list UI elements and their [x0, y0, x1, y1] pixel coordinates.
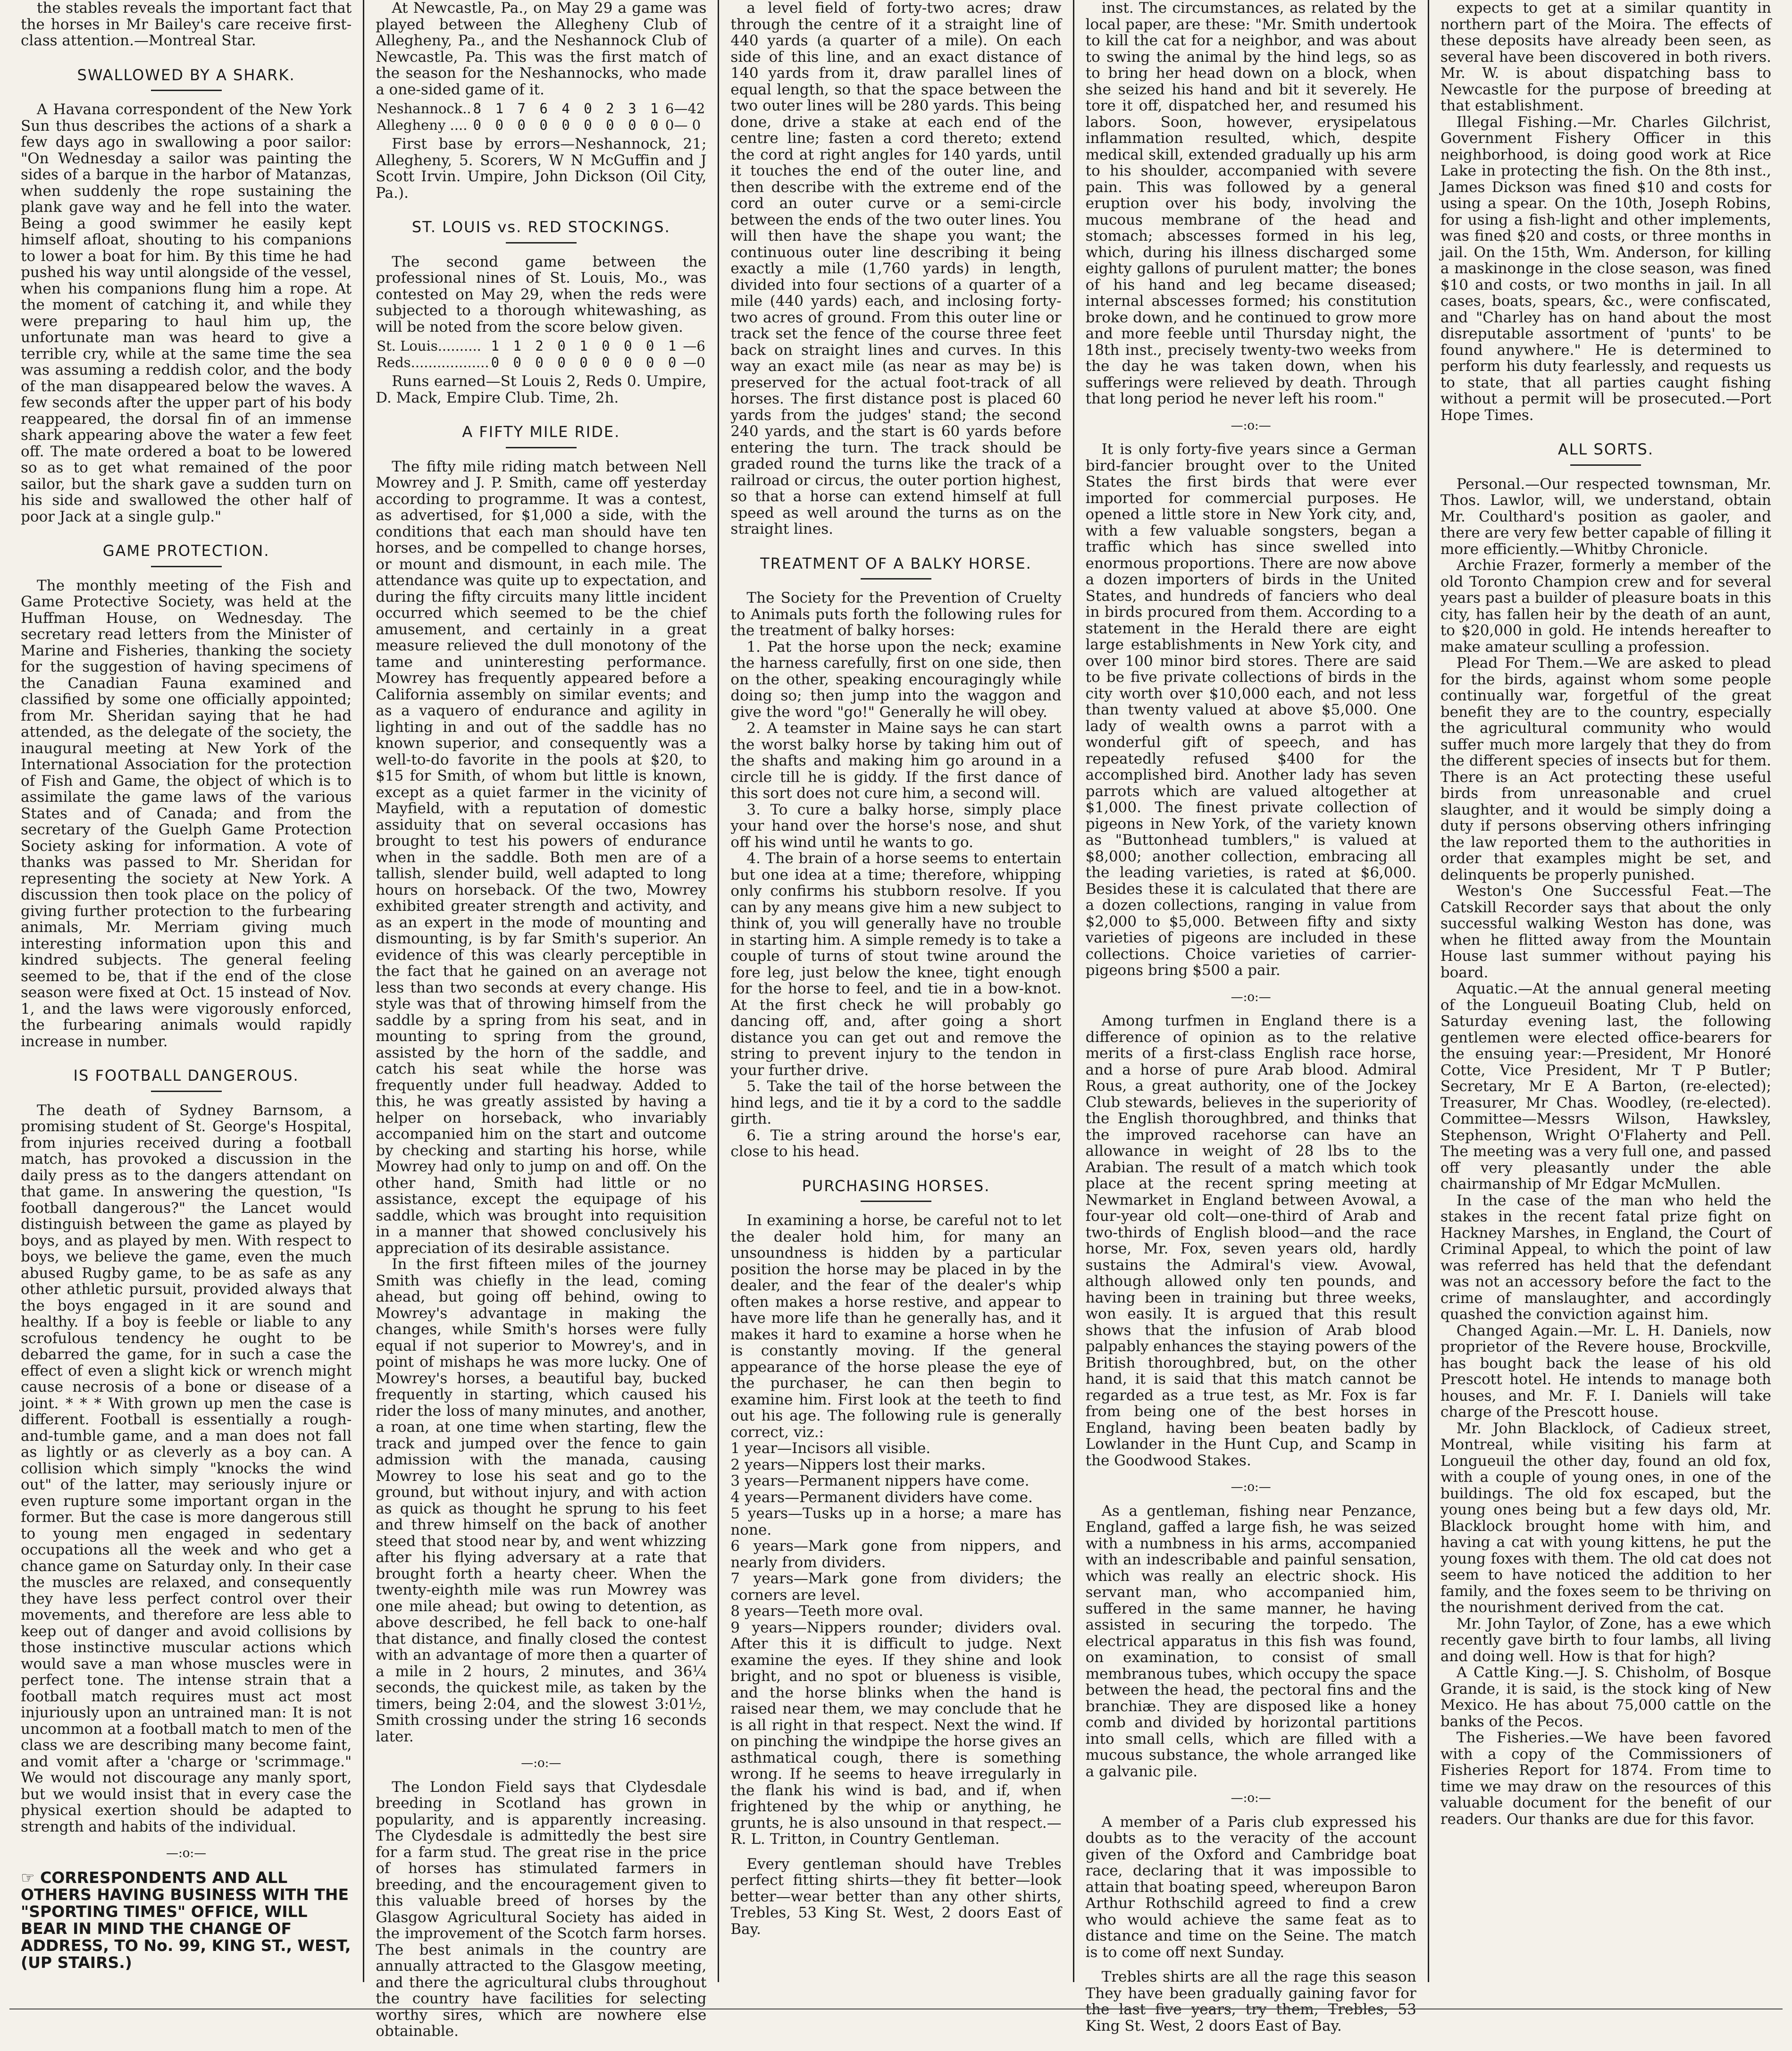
article-paragraph: The London Field says that Clydesdale breeding in Scotland has grown in popularity, and is apparently increasing. The Clydesdale is admittedly the best sire for a farm stud. The great rise in the price of horses has stimulated farmers in breeding, and the encouragement given to this valuable breed of horses by the Glasgow Agricultural Society has aided in the improvement of the Scotch farm horses. The best animals in the country are annually attracted to the Glasgow meeting, and there the agricultural clubs throughout the country have facilities for selecting worthy sires, which are nowhere else obtainable.: [376, 1778, 707, 2040]
article-paragraph: 6. Tie a string around the horse's ear, close to his head.: [730, 1126, 1062, 1160]
article: [1440, 0, 1771, 423]
box-score-runs: 0 0 0 0 0 0 0 0 0: [473, 117, 662, 133]
article-paragraph: Among turfmen in England there is a difference of opinion as to the relative merits of a first-class English race horse, and a horse of pure Arab blood. Admiral Rous, a great authority, one of the Jockey Club stewards, believes in the superiority of the English thoroughbred, and thinks that the improved racehorse can have an allowance in weight of 28 lbs to the Arabian. The result of a match which took place at the recent spring meeting at Newmarket in England between Avowal, a four-year old colt—one-third of Arab and two-thirds of English blood—and the race horse, Mr. Fox, seven years old, hardly sustains the Admiral's view. Avowal, although allowed only ten pounds, and having been in training but three weeks, won easily. It is argued that this result shows that the infusion of Arab blood palpably enhances the staying powers of the British thoroughbred, but, on the other hand, it is said that this match cannot be regarded as a true test, as Mr. Fox is far from being one of the best horses in England, having been beaten badly by Lowlander in the Hunt Cup, and Scamp in the Goodwood Stakes.: [1085, 1012, 1416, 1469]
box-score-row: [376, 354, 706, 371]
box-score-runs: 8 1 7 6 4 0 2 3 1: [473, 101, 662, 117]
article-separator: —:o:—: [1231, 1791, 1271, 1805]
article: [21, 0, 352, 49]
headline-rule: [506, 447, 577, 448]
article-paragraph: Weston's One Successful Feat.—The Catskill Recorder says that about the only successful walking Weston has done, was when he flitted away from the Mountain House last summer without paying his board.: [1440, 883, 1772, 981]
article: [376, 0, 706, 201]
box-score-total: 0— 0: [665, 117, 701, 133]
column-3: [719, 0, 1074, 1982]
article-paragraph: 1 year—Incisors all visible.: [730, 1440, 931, 1457]
article: [1086, 0, 1416, 407]
box-score-table: [376, 101, 706, 133]
article: [21, 1845, 352, 1971]
advertisement-note: Every gentleman should have Trebles perfect fitting shirts—they fit better—look better—wear better than any other shirts, Trebles, 53 King St. West, 2 doors East of Bay.: [730, 1855, 1062, 1938]
article: [1440, 441, 1771, 1827]
article-paragraph: Aquatic.—At the annual general meeting of the Longueuil Boating Club, held on Saturday evening last, the following gentlemen were elected office-bearers for the ensuing year:—President, Mr Honoré Cotte, Vice President, Mr T P Butler; Secretary, Mr E A Barton, (re-elected); Treasurer, Mr Chas. Woodley, (re-elected). Committee—Messrs Wilson, Hawksley, Stephenson, Wright O'Flaherty and Pell. The meeting was a very full one, and passed off very pleasantly under the able chairmanship of Mr Edgar McMullen.: [1440, 980, 1772, 1193]
article-paragraph: Changed Again.—Mr. L. H. Daniels, now proprietor of the Revere house, Brockville, has bought back the lease of his old Prescott hotel. He intends to manage both houses, and Mr. F. I. Daniels will take charge of the Prescott house.: [1440, 1322, 1772, 1421]
article-separator: —:o:—: [1231, 990, 1271, 1004]
article-paragraph: 8 years—Teeth more oval.: [730, 1603, 923, 1620]
article: [1086, 1479, 1416, 1780]
article: [376, 424, 706, 1745]
box-score-team: Allegheny ....: [377, 117, 468, 133]
headline-rule: [151, 90, 222, 91]
article-paragraph: Personal.—Our respected townsman, Mr. Thos. Lawlor, will, we understand, obtain Mr. Coulthard's position as gaoler, and there are very few better capable of filling it more efficiently.—Whitby Chronicle.: [1440, 475, 1772, 558]
article-paragraph: It is only forty-five years since a German bird-fancier brought over to the United States the first birds that were ever imported for commercial purposes. He opened a little store in New York city, and, with a few valuable songsters, began a traffic which has since swelled into enormous proportions. There are now above a dozen importers of birds in the United States, and hundreds of fanciers who deal in birds procured from them. According to a statement in the Herald there are eight large establishments in New York city, and over 100 minor bird stores. There are said to be five private collections of birds in the city worth over $10,000 each, and not less than twenty valued at above $5,000. One lady of wealth owns a parrot with a wonderful gift of speech, and has repeatedly refused $400 for the accomplished bird. Another lady has seven parrots which are valued altogether at $1,000. The finest private collection of pigeons in New York, of the variety known as "Buttonhead tumblers," is valued at $8,000; another collection, embracing all the leading varieties, is rated at $6,000. Besides these it is calculated that there are a dozen collections, ranging in value from $2,000 to $5,000. Between fifty and sixty varieties of pigeons are included in these collections. Choice varieties of carrier-pigeons bring $500 a pair.: [1085, 441, 1416, 979]
article-paragraph: A Havana correspondent of the New York Sun thus describes the actions of a shark a few days ago in swallowing a poor sailor: "On Wednesday a sailor was painting the sides of a barque in the harbor of Matanzas, when suddenly the rope sustaining the plank gave way and he fell into the water. Being a good swimmer he easily kept himself afloat, shouting to his companions to lower a boat for him. By this time he had pushed his way until alongside of the vessel, when his companions flung him a rope. At the moment of catching it, and while they were preparing to haul him up, the unfortunate man was heard to give a terrible cry, while at the same time the sea was assuming a reddish color, and the body of the man disappeared below the waves. A few seconds after the upper part of his body reappeared, the dorsal fin of an immense shark appearing above the water a few feet off. The mate ordered a boat to be lowered so as to get what remained of the poor sailor, but the shark gave a sudden turn on his side and swallowed the other half of poor Jack at a single gulp.": [21, 101, 352, 525]
article-paragraph: 5. Take the tail of the horse between the hind legs, and tie it by a cord to the saddle girth.: [730, 1078, 1062, 1127]
article-headline: PURCHASING HORSES.: [802, 1177, 990, 1195]
article-paragraph: a level field of forty-two acres; draw through the centre of it a straight line of 440 yards (a quarter of a mile). On each side of this line, and an exact distance of 140 yards from it, draw parallel lines of equal length, so that the space between the two outer lines will be 280 yards. This being done, drive a stake at each end of the centre line; fasten a cord thereto; extend the cord at right angles for 140 yards, until it touches the end of the outer line, and then describe with the extreme end of the cord an outer curve or a semi-circle between the ends of the two outer lines. You will then have the shape you want; the continuous outer line describing it being exactly a mile (1,760 yards) in length, divided into four sections of a quarter of a mile (440 yards) each, and inclosing forty-two acres of ground. From this outer line or track set the fence of the course three feet back on straight lines and curves. In this way an exact mile (as near as may be) is preserved for the actual foot-track of all horses. The first distance post is placed 60 yards from the judges' stand; the second 240 yards, and the start is 60 yards before entering the turn. The track should be graded round the turns like the track of a railroad or circus, the outer portion highest, so that a horse can extend himself at full speed as well around the turns as on the straight lines.: [730, 0, 1062, 538]
advertisement-note: Trebles shirts are all the rage this season They have been gradually gaining favor for the last five years, try them, Trebles, 53 King St. West, 2 doors East of Bay.: [1085, 1968, 1416, 2034]
box-score-total: 6—42: [665, 101, 705, 117]
headline-rule: [861, 1201, 931, 1202]
article-paragraph: Archie Frazer, formerly a member of the old Toronto Champion crew and for several years past a builder of pleasure boats in this city, has fallen heir by the death of an aunt, to $20,000 in gold. He intends hereafter to make amateur sculling a profession.: [1440, 557, 1772, 656]
article: [376, 219, 706, 406]
article-separator: —:o:—: [1231, 1480, 1271, 1494]
article-paragraph: The Society for the Prevention of Cruelty to Animals puts forth the following rules for the treatment of balky horses:: [730, 589, 1062, 639]
article: [21, 1068, 352, 1835]
article-paragraph: 5 years—Tusks up in a horse; a mare has none.: [730, 1505, 1062, 1538]
article-headline: IS FOOTBALL DANGEROUS.: [73, 1067, 299, 1084]
article-paragraph: In the case of the man who held the stakes in the recent fatal prize fight on Hackney Marshes, in England, the Court of Criminal Appeal, to which the point of law was referred has held that the defendant was not an accessory before the fact to the crime of manslaughter, and accordingly quashed the conviction against him.: [1440, 1192, 1772, 1323]
headline-rule: [506, 242, 577, 244]
article-paragraph: 9 years—Nippers rounder; dividers oval. After this it is difficult to judge. Next examine the eyes. If they shine and look bright, and no spot or blueness is visible, and the horse blinks when the hand is raised near them, we may conclude that he is all right in that respect. Next the wind. If on pinching the windpipe the horse gives an asthmatical cough, there is something wrong. If he seems to heave irregularly in the flank his wind is bad, and if, when frightened by the whip or anything, he grunts, he is also unsound in that respect.—R. L. Tritton, in Country Gentleman.: [730, 1619, 1062, 1848]
article-separator: —:o:—: [521, 1756, 561, 1770]
box-score-summary: First base by errors—Neshannock, 21; Allegheny, 5. Scorers, W N McGuffin and J Scott Irvin. Umpire, John Dickson (Oil City, Pa.).: [376, 135, 707, 202]
article-paragraph: A member of a Paris club expressed his doubts as to the veracity of the account given of the Oxford and Cambridge boat race, declaring that it was impossible to attain that boating speed, whereupon Baron Arthur Rothschild agreed to find a crew who would achieve the same feat as to distance and time on the Seine. The match is to come off next Sunday.: [1085, 1813, 1416, 1961]
article: [1086, 989, 1416, 1469]
article: [21, 543, 352, 1050]
article-separator: —:o:—: [1231, 418, 1271, 433]
article-headline: ST. LOUIS vs. RED STOCKINGS.: [411, 218, 670, 236]
article: [1086, 1790, 1416, 2034]
article: [730, 555, 1061, 1160]
article-headline: A FIFTY MILE RIDE.: [462, 423, 620, 441]
article-paragraph: The monthly meeting of the Fish and Game Protective Society, was held at the Huffman House, on Wednesday. The secretary read letters from the Minister of Marine and Fisheries, thanking the society for the suggestion of having specimens of the Canadian Fauna examined and classified by some one officially appointed; from Mr. Sheridan saying that he had attended, as the delegate of the society, the inaugural meeting at New York of the International Association for the protection of Fish and Game, the object of which is to assimilate the game laws of the various States and of Canada; and from the secretary of the Guelph Game Protection Society asking for information. A vote of thanks was passed to Mr. Sheridan for representing the society at New York. A discussion then took place on the policy of giving further protection to the furbearing animals, Mr. Merriam giving much interesting information upon this and kindred subjects. The general feeling seemed to be, that if the end of the close season were fixed at Oct. 15 instead of Nov. 1, and the laws were vigorously enforced, the furbearing animals would rapidly increase in number.: [21, 577, 352, 1050]
column-4: [1074, 0, 1429, 2034]
article-paragraph: 6 years—Mark gone from nippers, and nearly from dividers.: [730, 1538, 1062, 1571]
box-score-team: St. Louis..........: [377, 338, 481, 354]
article-paragraph: 4. The brain of a horse seems to entertain but one idea at a time; therefore, whipping only confirms his stubborn resolve. If you can by any means give him a new subject to think of, you will generally have no trouble in starting him. A simple remedy is to take a couple of turns of stout twine around the fore leg, just below the knee, tight enough for the horse to feel, and tie in a bow-knot. At the first check he will probably go dancing off, and, after going a short distance you can get out and remove the string to prevent injury to the tendon in your further drive.: [730, 850, 1062, 1079]
headline-rule: [861, 578, 931, 580]
article-headline: GAME PROTECTION.: [102, 542, 270, 560]
headline-rule: [151, 566, 222, 567]
article-paragraph: Plead For Them.—We are asked to plead for the birds, against whom some people continually war, forgetful of the great benefit they are to the country, especially the agricultural community who would suffer much more largely that they do from the different species of insects but for them. There is an Act protecting these useful birds from unreasonable and cruel slaughter, and it would be simply doing a duty if persons observing others infringing the law reported them to the authorities in order that examples might be set, and delinquents be properly punished.: [1440, 655, 1772, 883]
article-paragraph: In examining a horse, be careful not to let the dealer hold him, for many an unsoundness is hidden by a particular position the horse may be placed in by the dealer, and the fear of the dealer's whip often makes a horse restive, and appear to have more life than he generally has, and it makes it hard to examine a horse when he is constantly moving. If the general appearance of the horse please the eye of the purchaser, he can then begin to examine him. First look at the teeth to find out his age. The following rule is generally correct, viz.:: [730, 1212, 1062, 1441]
article-paragraph: Mr. John Blacklock, of Cadieux street, Montreal, while visiting his farm at Longueuil the other day, found an old fox, with a couple of young ones, in one of the buildings. The old fox escaped, but the young ones being but a few days old, Mr. Blacklock brought home with him, and having a cat with young kittens, he put the young foxes with them. The old cat does not seem to have noticed the addition to her family, and the foxes seem to be thriving on the nourishment derived from the cat.: [1440, 1420, 1772, 1616]
article-paragraph: 2. A teamster in Maine says he can start the worst balky horse by taking him out of the shafts and making him go around in a circle till he is giddy. If the first dance of this sort does not cure him, a second will.: [730, 720, 1062, 802]
article-paragraph: Mr. John Taylor, of Zone, has a ewe which recently gave birth to four lambs, all living and doing well. How is that for high?: [1440, 1615, 1772, 1665]
article-headline: TREATMENT OF A BALKY HORSE.: [760, 554, 1032, 572]
column-2: [364, 0, 719, 2040]
box-score-row: [376, 101, 706, 117]
headline-rule: [151, 1091, 222, 1092]
box-score-runs: 0 0 0 0 0 0 0 0 0: [491, 354, 679, 370]
box-score-row: [376, 338, 706, 354]
article-separator: —:o:—: [166, 1846, 207, 1860]
article-paragraph: 4 years—Permanent dividers have come.: [730, 1488, 1033, 1506]
article-paragraph: The fifty mile riding match between Nell Mowrey and J. P. Smith, came off yesterday according to programme. It was a contest, as advertised, for $1,000 a side, with the conditions that each man should have ten horses, and be compelled to change horses, or mount and dismount, in each mile. The attendance was quite up to expectation, and during the fifty circuits many little incident occurred which seemed to be the chief amusement, and certainly in a great measure relieved the dull monotony of the tame and uninteresting performance. Mowrey has frequently appeared before a California assembly on similar events; and as a vaquero of endurance and agility in lighting in and out of the saddle has no known superior, and consequently was a well-to-do favorite in the pools at $20, to $15 for Smith, of whom but little is known, except as a quiet farmer in the vicinity of Mayfield, with a reputation of domestic assiduity that on several occasions has brought to test his powers of endurance when in the saddle. Both men are of a tallish, slender build, well adapted to long hours on horseback. Of the two, Mowrey exhibited greater strength and activity, and as an expert in the mode of mounting and dismounting, is by far Smith's superior. An evidence of this was clearly perceptible in the fact that he gained on an average not less than two seconds at every change. His style was that of throwing himself from the saddle by a spring from his seat, and in mounting to spring from the ground, assisted by the horn of the saddle, and catch his seat while the horse was frequently under full headway. Added to this, he was greatly assisted by having a helper on horseback, who invariably accompanied him on the start and outcome by checking and starting his horse, while Mowrey had only to jump on and off. On the other hand, Smith had little or no assistance, except the equipage of his saddle, which was brought into requisition in a manner that showed conclusively his appreciation of its desirable assistance.: [376, 458, 707, 1257]
article-paragraph: 2 years—Nippers lost their marks.: [730, 1456, 986, 1473]
article-paragraph: The death of Sydney Barnsom, a promising student of St. George's Hospital, from injuries received during a football match, has provoked a discussion in the daily press as to the dangers attendant on that game. In answering the question, "Is football dangerous?" the Lancet would distinguish between the game as played by boys, and as played by men. With respect to boys, we believe the game, even the much abused Rugby game, to be as safe as any other athletic pursuit, provided always that the boys engaged in it are sound and healthy. If a boy is feeble or liable to any scrofulous tendency he ought to be debarred the game, for in such a case the effect of even a slight kick or wrench might cause necrosis of a bone or disease of a joint. * * * With grown up men the case is different. Football is essentially a rough-and-tumble game, and a man does not fall as lightly or as cleverly as a boy can. A collision which simply "knocks the wind out" of the latter, may seriously injure or even rupture some important organ in the former. But the case is more dangerous still to young men engaged in sedentary occupations all the week and who get a chance game on Saturday only. In their case the muscles are relaxed, and consequently they have less perfect control over their movements, and therefore are less able to keep out of danger and avoid collisions by those instinctive muscular actions which would save a man whose muscles were in perfect tone. The intense strain that a football match requires must act most injuriously upon an untrained man: It is not uncommon at a football match to men of the class we are describing many become faint, and vomit after a 'charge or 'scrimmage." We would not discourage any manly sport, but we would insist that in every case the physical exertion should be adapted to strength and habits of the individual.: [21, 1101, 352, 1835]
article-paragraph: Illegal Fishing.—Mr. Charles Gilchrist, Government Fishery Officer in this neighborhood, is doing good work at Rice Lake in protecting the fish. On the 8th inst., James Dickson was fined $10 and costs for using a spear. On the 10th, Joseph Robins, for using a fish-light and other implements, was fined $20 and costs, or three months in jail. On the 15th, Wm. Anderson, for killing a maskinonge in the close season, was fined $10 and costs, or two months in jail. In all cases, boats, spears, &c., were confiscated, and "Charley has on hand about the most disreputable assortment of 'punts' to be found anywhere." He is determined to perform his duty fearlessly, and requests us to state, that all parties caught fishing without a permit will be prosecuted.—Port Hope Times.: [1440, 113, 1772, 424]
article: [21, 67, 352, 525]
box-score-team: Neshannock..: [377, 101, 471, 117]
article-paragraph: ☞ CORRESPONDENTS AND ALL OTHERS HAVING BUSINESS WITH THE "SPORTING TIMES" OFFICE, WILL BEAR IN MIND THE CHANGE OF ADDRESS, TO No. 99, KING ST., WEST, (UP STAIRS.): [21, 1868, 351, 1972]
box-score-table: [376, 338, 706, 370]
article: [376, 1755, 706, 2040]
article-paragraph: The second game between the professional nines of St. Louis, Mo., was contested on May 29, when the reds were subjected to a thorough whitewashing, as will be noted from the score below given.: [376, 253, 707, 336]
article-paragraph: 7 years—Mark gone from dividers; the corners are level.: [730, 1570, 1062, 1604]
article-headline: ALL SORTS.: [1558, 440, 1654, 458]
article-paragraph: At Newcastle, Pa., on May 29 a game was played between the Allegheny Club of Allegheny, Pa., and the Neshannock Club of Newcastle, Pa. This was the first match of the season for the Neshannocks, who made a one-sided game of it.: [376, 0, 707, 98]
box-score-total: —6: [683, 338, 705, 354]
article-headline: SWALLOWED BY A SHARK.: [77, 66, 295, 84]
article-paragraph: In the first fifteen miles of the journey Smith was chiefly in the lead, coming ahead, but going off behind, owing to Mowrey's advantage in making the changes, while Smith's horses were fully equal if not superior to Mowrey's, and in point of mishaps he was more lucky. One of Mowrey's horses, a beautiful bay, bucked frequently in starting, which caused his rider the loss of many minutes, and another, a roan, at one time when starting, flew the track and jumped over the fence to gain admission with the manada, causing Mowrey to lose his seat and go to the ground, but without injury, and with action as quick as thought he sprung to his feet and threw himself on the back of another steed that stood near by, and went whizzing after his flying adversary at a rate that brought forth a hearty cheer. When the twenty-eighth mile was run Mowrey was one mile ahead; but owing to detention, as above described, he fell back to one-half that distance, and finally closed the contest with an advantage of more then a quarter of a mile in 2 hours, 2 minutes, and 36¼ seconds, the quickest mile, as taken by the timers, being 2:04, and the slowest 3:01½, Smith crossing under the string 16 seconds later.: [376, 1256, 707, 1745]
article-paragraph: 3. To cure a balky horse, simply place your hand over the horse's nose, and shut off his wind until he wants to go.: [730, 801, 1062, 851]
article-paragraph: The Fisheries.—We have been favored with a copy of the Commissioners of Fisheries Report for 1874. From time to time we may draw on the resources of this valuable document for the benefit of our readers. Our thanks are due for this favor.: [1440, 1729, 1772, 1828]
headline-rule: [1570, 464, 1641, 466]
box-score-runs: 1 1 2 0 1 0 0 0 1: [491, 338, 679, 354]
box-score-summary: Runs earned—St Louis 2, Reds 0. Umpire, D. Mack, Empire Club. Time, 2h.: [376, 373, 707, 406]
article: [730, 0, 1061, 538]
article-paragraph: the stables reveals the important fact that the horses in Mr Bailey's care receive first-class attention.—Montreal Star.: [21, 0, 352, 49]
box-score-row: [376, 117, 706, 134]
box-score-total: —0: [683, 354, 705, 370]
article: [1086, 418, 1416, 979]
box-score-team: Reds..................: [377, 354, 489, 370]
article-paragraph: 3 years—Permanent nippers have come.: [730, 1472, 1030, 1489]
column-5: [1429, 0, 1783, 1982]
article-paragraph: A Cattle King.—J. S. Chisholm, of Bosque Grande, it is said, is the stock king of New Mexico. He has about 75,000 cattle on the banks of the Pecos.: [1440, 1664, 1772, 1730]
article-paragraph: expects to get at a similar quantity in northern part of the Moira. The effects of these deposits have already been seen, as several have been discovered in both rivers. Mr. W. is about dispatching bass to Newcastle for the purpose of breeding at that establishment.: [1440, 0, 1772, 114]
article-paragraph: inst. The circumstances, as related by the local paper, are these: "Mr. Smith undertook to kill the cat for a neighbor, and was about to swing the animal by the hind legs, so as to bring her head down on a block, when she seized his hand and bit it severely. He tore it off, dispatched her, and resumed his labors. Soon, however, erysipelatous inflammation resulted, which, despite medical skill, extended gradually up his arm to his shoulder, accompanied with severe pain. This was followed by a general eruption over his body, involving the mucous membrane of the head and stomach; abscesses formed in his leg, which, during his illness discharged some eighty gallons of purulent matter; the bones of his hand and leg became diseased; internal abscesses formed; his constitution broke down, and he continued to grow more and more feeble until Thursday night, the 18th inst., precisely twenty-two weeks from the day he was taken down, when his sufferings were relieved by death. Through that long period he never left his room.": [1085, 0, 1416, 407]
article-paragraph: As a gentleman, fishing near Penzance, England, gaffed a large fish, he was seized with a numbness in his arms, accompanied with an indescribable and painful sensation, which was really an electric shock. His servant man, who accompanied him, suffered in the same manner, he having assisted in securing the torpedo. The electrical apparatus in this fish was found, on examination, to consist of small membranous tubes, which occupy the space between the head, the pectoral fins and the branchiæ. They are disposed like a honey comb and divided by horizontal partitions into small cells, which are filled with a mucous substance, the whole arranged like a galvanic pile.: [1085, 1502, 1416, 1780]
article-paragraph: 1. Pat the horse upon the neck; examine the harness carefully, first on one side, then on the other, speaking encouragingly while doing so; then jump into the waggon and give the word "go!" Generally he will obey.: [730, 638, 1062, 721]
article: [730, 1178, 1061, 1938]
column-1: [9, 0, 364, 1982]
